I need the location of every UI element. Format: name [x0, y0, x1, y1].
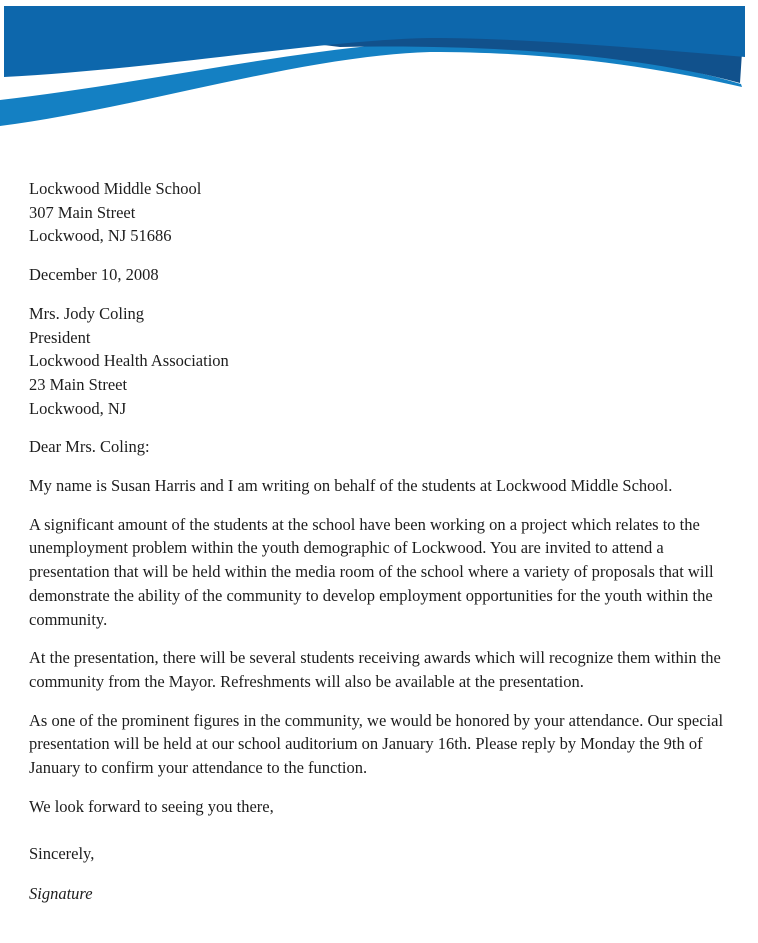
sender-line: Lockwood, NJ 51686 — [29, 226, 172, 246]
paragraph-intro: My name is Susan Harris and I am writing on behalf of the students at Lockwood Middle School. — [29, 476, 673, 496]
recipient-line: Lockwood Health Association — [29, 351, 229, 371]
signoff: Sincerely, — [29, 844, 95, 864]
paragraph-invitation: As one of the prominent figures in the community, we would be honored by your attendance. Our special presentation will be held at our school auditorium on January 16th. Please reply by Monday the 9th of January to confirm your attendance to the function. — [29, 710, 724, 778]
recipient-line: Lockwood, NJ — [29, 398, 127, 418]
recipient-line: Mrs. Jody Coling — [29, 303, 145, 323]
recipient-address — [29, 302, 740, 421]
recipient-line: 23 Main Street — [29, 374, 128, 394]
letterhead-graphic — [0, 0, 758, 150]
recipient-line: President — [29, 327, 91, 347]
paragraph-project: A significant amount of the students at the school have been working on a project which relates to the unemployment problem within the youth demographic of Lockwood. You are invited to attend a presentation that will be held within the media room of the school where a variety of proposals that will demonstrate the ability of the community to develop employment opportunities for the youth within the community. — [29, 514, 714, 629]
paragraph-awards: At the presentation, there will be several students receiving awards which will recognize them within the community from the Mayor. Refreshments will also be available at the presentation. — [29, 648, 721, 691]
letter-body — [0, 150, 758, 906]
sender-address — [29, 177, 740, 248]
salutation: Dear Mrs. Coling: — [29, 437, 150, 457]
sender-line: Lockwood Middle School — [29, 179, 202, 198]
signature-placeholder: Signature — [29, 884, 93, 904]
closing-line: We look forward to seeing you there, — [29, 796, 274, 816]
letter-date: December 10, 2008 — [29, 265, 159, 285]
sender-line: 307 Main Street — [29, 202, 136, 222]
swoosh-header-art — [0, 0, 758, 150]
